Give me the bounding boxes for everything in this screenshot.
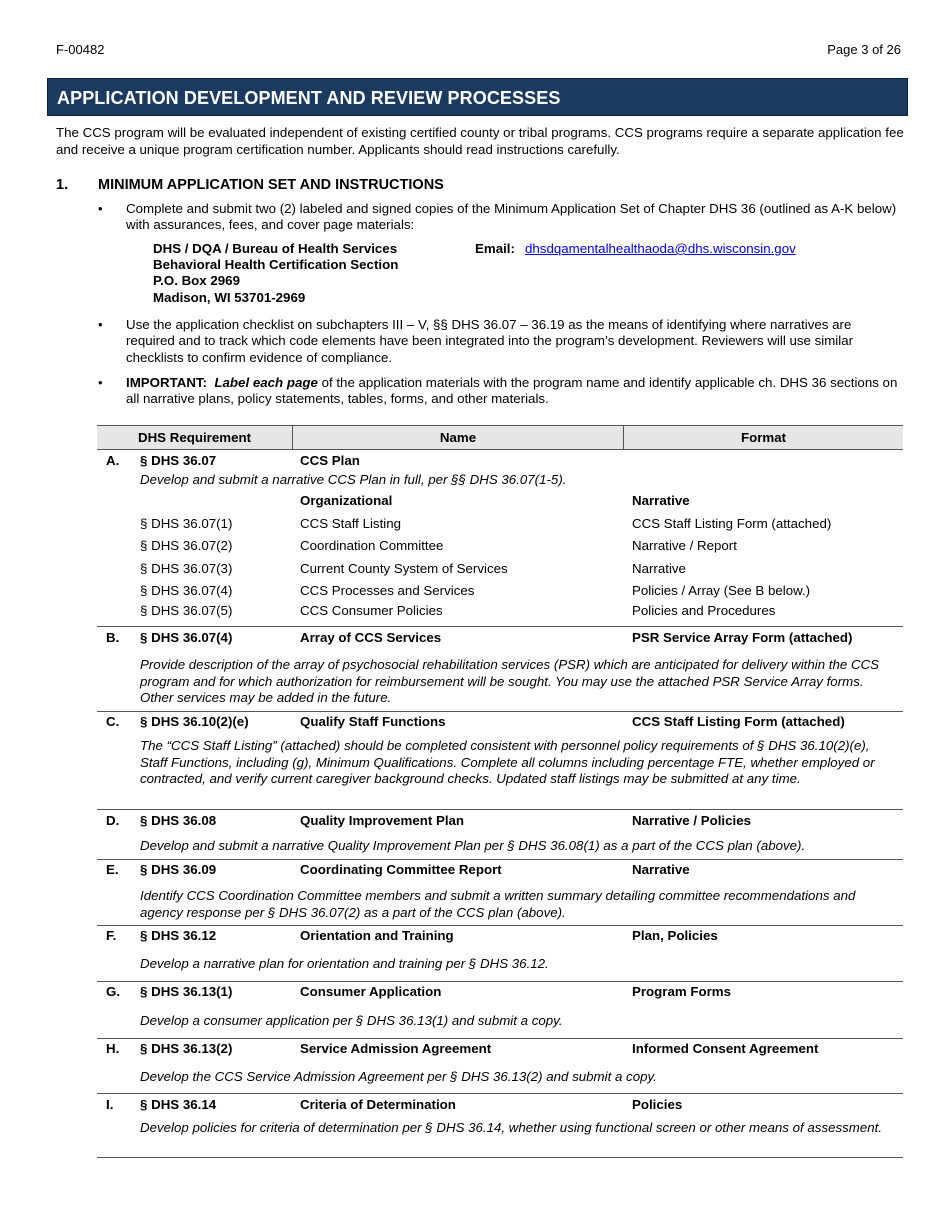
row-format: Plan, Policies [632,928,718,943]
row-format: Informed Consent Agreement [632,1041,819,1056]
row-letter: G. [106,984,121,999]
column-header-name: Name [439,430,477,445]
row-letter: F. [106,928,117,943]
row-description: Develop and submit a narrative Quality Improvement Plan per § DHS 36.08(1) as a part of the CCS plan (above). [140,838,806,853]
row-requirement: § DHS 36.07 [140,453,217,468]
banner-title: APPLICATION DEVELOPMENT AND REVIEW PROCESSES [57,88,561,108]
row-letter: E. [106,862,119,877]
row-name: Array of CCS Services [300,630,442,645]
row-requirement: § DHS 36.08 [140,813,217,828]
row-description: Provide description of the array of psychosocial rehabilitation services (PSR) which are anticipated for delivery within the CCS program and for which authorization for reimbursement will be sought. You may use the attached PSR Service Array forms. Other services may be added in the future. [140,657,880,706]
sub-row-format: Narrative / Report [632,538,737,553]
row-name: Consumer Application [300,984,442,999]
email-label: Email: [475,241,515,256]
sub-row-requirement: § DHS 36.07(5) [140,603,233,618]
sub-heading-format: Narrative [632,493,690,508]
important-label: IMPORTANT: [126,375,208,390]
row-name: Quality Improvement Plan [300,813,465,828]
row-format: Policies [632,1097,683,1112]
sub-row-name: Coordination Committee [300,538,444,553]
row-description: Develop a narrative plan for orientation and training per § DHS 36.12. [140,956,549,971]
row-name: Service Admission Agreement [300,1041,492,1056]
bullet-icon: • [98,317,103,332]
column-header-requirement: DHS Requirement [137,430,252,445]
row-name: Coordinating Committee Report [300,862,502,877]
sub-row-name: Current County System of Services [300,561,508,576]
mailing-address [153,241,398,306]
row-description: Develop policies for criteria of determination per § DHS 36.14, whether using functional screen or other means of assessment. [140,1120,883,1135]
row-letter: C. [106,714,120,729]
row-letter: I. [106,1097,114,1112]
row-letter: H. [106,1041,120,1056]
bullet-text-important [126,375,901,408]
row-description: Develop and submit a narrative CCS Plan in full, per §§ DHS 36.07(1-5). [140,472,567,487]
row-format: CCS Staff Listing Form (attached) [632,714,845,729]
intro-paragraph: The CCS program will be evaluated independent of existing certified county or tribal programs. CCS programs require a separate application fee and receive a unique program certification number. Applicants should read instructions carefully. [56,125,904,157]
column-header-format: Format [740,430,787,445]
row-divider [97,981,903,982]
email-link[interactable]: dhsdqamentalhealthaoda@dhs.wisconsin.gov [525,241,796,256]
form-number: F-00482 [56,42,105,57]
row-description: Develop a consumer application per § DHS 36.13(1) and submit a copy. [140,1013,563,1028]
sub-row-name: CCS Consumer Policies [300,603,443,618]
bullet-text-checklist: Use the application checklist on subchapters III – V, §§ DHS 36.07 – 36.19 as the means of identifying where narratives are required and to track which code elements have been integrated into the program’s development. Reviewers will use similar checklists to confirm evidence of compliance. [126,317,854,365]
row-name: Orientation and Training [300,928,454,943]
sub-row-name: CCS Staff Listing [300,516,402,531]
table-header [97,425,903,450]
page-number: Page 3 of 26 [827,42,901,57]
row-divider [97,809,903,810]
label-each-page: Label each page [214,375,318,390]
row-requirement: § DHS 36.13(1) [140,984,233,999]
row-letter: A. [106,453,120,468]
bullet-icon: • [98,375,103,390]
row-divider [97,925,903,926]
section-banner [47,78,908,116]
sub-row-format: Narrative [632,561,686,576]
sub-row-requirement: § DHS 36.07(4) [140,583,233,598]
row-divider [97,626,903,627]
table-bottom-rule [97,1157,903,1158]
row-description: The “CCS Staff Listing” (attached) should be completed consistent with personnel policy requirements of § DHS 36.10(2)(e), Staff Functions, including (g), Minimum Qualifications. Complete all columns including percentage FTE, whether employed or contracted, and verify current caregiver background checks. Updated staff listings may be submitted at any time. [140,738,875,787]
row-letter: B. [106,630,120,645]
sub-row-format: Policies / Array (See B below.) [632,583,811,598]
row-requirement: § DHS 36.09 [140,862,217,877]
row-requirement: § DHS 36.12 [140,928,217,943]
sub-row-requirement: § DHS 36.07(1) [140,516,233,531]
sub-row-format: CCS Staff Listing Form (attached) [632,516,832,531]
row-divider [97,859,903,860]
row-name: Qualify Staff Functions [300,714,446,729]
row-name: CCS Plan [300,453,360,468]
row-description: Develop the CCS Service Admission Agreement per § DHS 36.13(2) and submit a copy. [140,1069,657,1084]
row-divider [97,711,903,712]
row-letter: D. [106,813,120,828]
row-format: Narrative / Policies [632,813,751,828]
row-requirement: § DHS 36.13(2) [140,1041,233,1056]
sub-heading-name: Organizational [300,493,393,508]
row-requirement: § DHS 36.14 [140,1097,217,1112]
bullet-icon: • [98,201,103,216]
address-line: Madison, WI 53701-2969 [153,289,306,305]
sub-row-requirement: § DHS 36.07(2) [140,538,233,553]
sub-row-name: CCS Processes and Services [300,583,475,598]
row-name: Criteria of Determination [300,1097,456,1112]
row-divider [97,1038,903,1039]
row-format: PSR Service Array Form (attached) [632,630,853,645]
row-divider [97,1093,903,1094]
section-number: 1. [56,177,69,193]
address-line: Behavioral Health Certification Section [153,257,399,273]
section-title: MINIMUM APPLICATION SET AND INSTRUCTIONS [98,177,444,193]
row-format: Narrative [632,862,690,877]
address-line: P.O. Box 2969 [153,273,240,289]
row-requirement: § DHS 36.10(2)(e) [140,714,249,729]
row-description: Identify CCS Coordination Committee members and submit a written summary detailing committee recommendations and agency response per § DHS 36.07(2) as a part of the CCS plan (above). [140,888,856,920]
row-format: Program Forms [632,984,732,999]
important-text: of the application materials with the program name and identify applicable ch. DHS 36 sections on all narrative plans, policy statements, tables, forms, and other materials. [126,375,898,407]
row-requirement: § DHS 36.07(4) [140,630,233,645]
bullet-text-submit: Complete and submit two (2) labeled and signed copies of the Minimum Application Set of Chapter DHS 36 (outlined as A-K below) with assurances, fees, and cover page materials: [126,201,897,233]
address-line: DHS / DQA / Bureau of Health Services [153,241,398,256]
sub-row-format: Policies and Procedures [632,603,776,618]
sub-row-requirement: § DHS 36.07(3) [140,561,233,576]
